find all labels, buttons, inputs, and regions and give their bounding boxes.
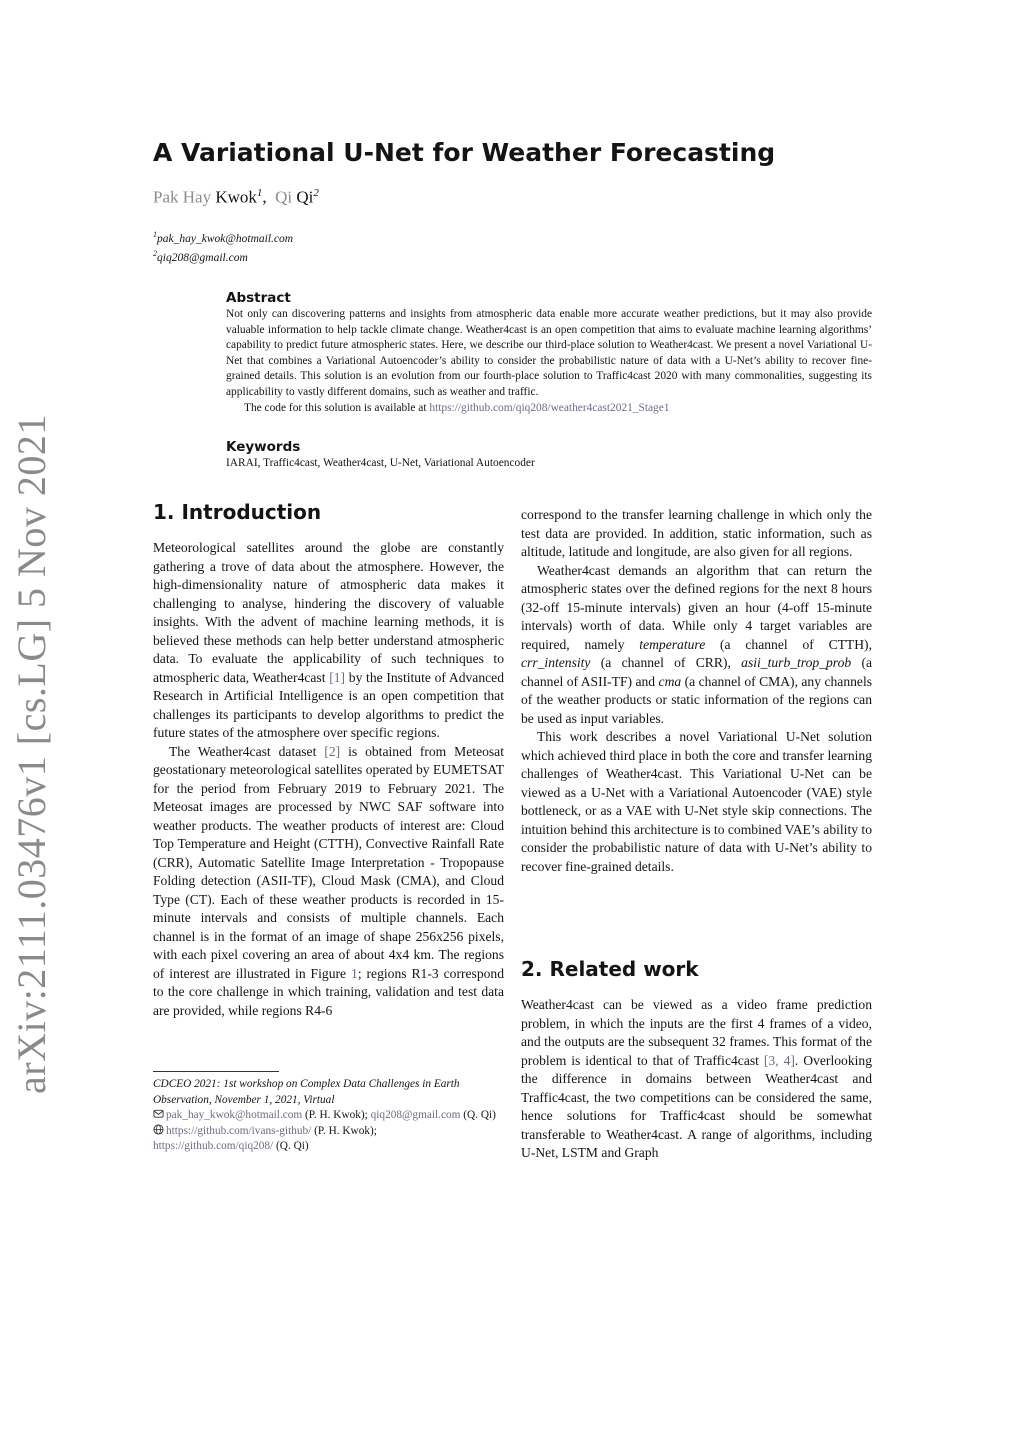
footnote-name-1: (P. H. Kwok);: [305, 1109, 368, 1121]
introduction-heading: 1. Introduction: [153, 500, 322, 524]
email-1-text: pak_hay_kwok@hotmail.com: [157, 232, 294, 245]
homepage-footnote: [153, 1124, 505, 1155]
globe-icon: [153, 1124, 164, 1135]
related-p1b-text: . Overlooking the difference in domains between Weather4cast and Traffic4cast, the two competitions can be considered the same, hence solutions for Traffic4cast should be somewhat transferable to Weather4cast. A range of algorithms, including U-Net, LSTM and Graph: [521, 1052, 872, 1160]
intro-paragraph-3: [521, 562, 872, 729]
intro-p2b-text: is obtained from Meteosat geostationary meteorological satellites operated by EUMETSAT for the period from February 2019 to February 2021. The Meteosat images are processed by NWC SAF software into weather products. The weather products of interest are: Cloud Top Temperature and Height (CTTH), Convective Rainfall Rate (CRR), Automatic Satellite Image Interpretation - Tropopause Folding detection (ASII-TF), Cloud Mask (CMA), and Cloud Type (CT). Each of these weather products is recorded in 15-minute intervals and consists of multiple channels. Each channel is in the format of an image of shape 256x256 pixels, with each pixel covering an area of about 4x4 km. The regions of interest are illustrated in Figure: [153, 743, 504, 981]
author-1-mark: 1: [256, 187, 263, 199]
intro-p2c-text: ; regions R1-3 correspond to the core challenge in which training, validation and test data are provided, while regions R4-6: [153, 965, 505, 1018]
footnote-email-2-link[interactable]: qiq208@gmail.com: [370, 1109, 461, 1121]
author-email-1: [153, 230, 293, 245]
intro-r2e-text: (a channel of CMA), any channels of the weather products or static information of the regions can be used as input variables.: [521, 673, 873, 726]
intro-r2a-text: Weather4cast demands an algorithm that can return the atmospheric states over the defined regions for the next 8 hours (32-off 15-minute intervals) given an hour (4-off 15-minute intervals) worth of data. While only 4 target variables are required, namely: [521, 562, 872, 652]
email-1-mark: 1: [153, 230, 157, 239]
author-1-given-name: Pak Hay: [153, 187, 212, 207]
author-2-family-name: Qi: [296, 187, 314, 207]
intro-p1b-text: by the Institute of Advanced Research in Artificial Intelligence is an open competition that challenges its participants to develop algorithms to predict the future states of the atmosphere over specific regions.: [153, 669, 504, 740]
intro-paragraph-1: [153, 539, 504, 743]
footnote-github-1-link[interactable]: https://github.com/ivans-github/: [166, 1124, 312, 1137]
reference-1-link[interactable]: [1]: [329, 669, 346, 685]
intro-r2b-text: (a channel of CTTH),: [720, 636, 872, 652]
variable-asii-turb-trop-prob: asii_turb_trop_prob: [741, 655, 852, 670]
intro-paragraph-2-continued: correspond to the transfer learning challenge in which only the test data are provided. In addition, static information, such as altitude, latitude and longitude, are also given for all regions.: [521, 507, 872, 559]
abstract-block: [226, 290, 872, 416]
intro-r2c-text: (a channel of CRR),: [600, 655, 731, 670]
abstract-code-line: [226, 401, 872, 417]
reference-2-link[interactable]: [2]: [324, 743, 341, 759]
author-2-mark: 2: [313, 187, 319, 199]
intro-p1-text: Meteorological satellites around the globe are constantly gathering a trove of data about the atmosphere. However, the high-dimensionality nature of atmospheric data makes it challenging to analyse, hindering the discovery of valuable insights. With the advent of machine learning methods, it is believed these methods can help better understand atmospheric data. To evaluate the applicability of such techniques to atmospheric data, Weather4cast: [153, 540, 504, 685]
intro-p2a-text: The Weather4cast dataset: [169, 743, 317, 759]
footnote-name-2: (Q. Qi): [463, 1109, 496, 1121]
left-column-body: [153, 539, 504, 1020]
related-work-paragraph-1: [521, 996, 872, 1163]
author-1-family-name: Kwok: [215, 187, 257, 207]
abstract-text: Not only can discovering patterns and insights from atmospheric data enable more accurate weather predictions, but it may also provide valuable information to help tackle climate change. Weather4cast is an open competition that aims to evaluate machine learning algorithms’ capability to predict future atmospheric states. Here, we describe our third-place solution to Weather4cast. We present a novel Variational U-Net that combines a Variational Autoencoder’s ability to consider the probabilistic nature of data with a U-Net’s ability to recover fine-grained details. This solution is an evolution from our fourth-place solution to Traffic4cast 2020 with many commonalities, suggesting its applicability to vastly different domains, such as weather and traffic.: [226, 308, 872, 398]
author-2-given-name: Qi: [275, 187, 293, 207]
paper-title: A Variational U-Net for Weather Forecasting: [153, 138, 776, 167]
keywords-block: [226, 439, 872, 472]
related-work-body: [521, 996, 872, 1163]
figure-1-link[interactable]: 1: [351, 965, 358, 981]
footnote-email-1-link[interactable]: pak_hay_kwok@hotmail.com: [166, 1109, 303, 1121]
envelope-icon: [153, 1108, 164, 1119]
footnote-name-4: (Q. Qi): [276, 1140, 309, 1152]
author-separator: ,: [262, 187, 267, 207]
abstract-heading: Abstract: [226, 290, 291, 306]
right-column-body: [521, 506, 872, 876]
arxiv-identifier-stamp: arXiv:2111.03476v1 [cs.LG] 5 Nov 2021: [9, 414, 54, 1094]
intro-paragraph-4: This work describes a novel Variational U-Net solution which achieved third place in both the core and transfer learning challenges of Weather4cast. This Variational U-Net can be viewed as a U-Net with a Variational Autoencoder (VAE) style bottleneck, or as a VAE with U-Net style skip connections. The intuition behind this architecture is to combined VAE’s ability to consider the probabilistic nature of data with U-Net’s ability to recover fine-grained details.: [521, 729, 873, 874]
variable-temperature: temperature: [639, 636, 706, 652]
email-footnote: [153, 1108, 505, 1124]
author-line: [153, 187, 319, 208]
related-work-heading: 2. Related work: [521, 957, 699, 981]
keywords-text: IARAI, Traffic4cast, Weather4cast, U-Net, Variational Autoencoder: [226, 457, 535, 469]
related-p1a-text: Weather4cast can be viewed as a video frame prediction problem, in which the inputs are the first 4 frames of a video, and the outputs are the subsequent 32 frames. This format of the problem is identical to that of Traffic4cast: [521, 997, 872, 1068]
email-2-mark: 2: [153, 249, 157, 258]
author-email-2: [153, 249, 248, 264]
footnote-github-2-link[interactable]: https://github.com/qiq208/: [153, 1140, 274, 1152]
footnote-divider: [153, 1071, 279, 1072]
workshop-footnote: CDCEO 2021: 1st workshop on Complex Data Challenges in Earth Observation, November 1, 2021, Virtual: [153, 1078, 460, 1106]
footnote-block: [153, 1077, 505, 1155]
email-2-text: qiq208@gmail.com: [157, 251, 248, 264]
keywords-heading: Keywords: [226, 439, 301, 455]
variable-crr-intensity: crr_intensity: [521, 655, 591, 670]
intro-paragraph-2: [153, 743, 504, 1021]
code-availability-text: The code for this solution is available at: [244, 401, 427, 414]
variable-cma: cma: [658, 673, 682, 689]
code-repository-link[interactable]: https://github.com/qiq208/weather4cast2021_Stage1: [429, 401, 670, 414]
intro-r2d-text: (a channel of ASII-TF) and: [521, 655, 873, 689]
references-3-4-link[interactable]: [3, 4]: [763, 1052, 795, 1068]
footnote-name-3: (P. H. Kwok);: [314, 1124, 377, 1137]
